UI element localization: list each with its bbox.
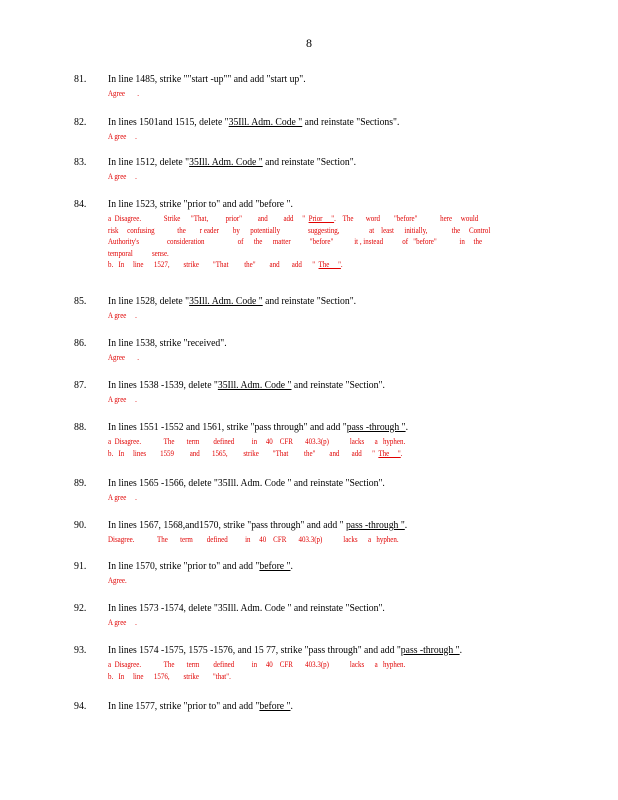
item-instruction: [108, 156, 356, 169]
response-line: [108, 236, 490, 248]
text-run: a Disagree. Strike "That, prior" and add ": [108, 213, 309, 223]
underlined-text: pass -through ": [346, 421, 406, 433]
item-number: 81.: [74, 73, 87, 85]
underlined-text: The ": [378, 447, 401, 458]
text-run: a Disagree. The term defined in 40 CFR 403.3(p) lacks a hyphen.: [108, 659, 406, 669]
text-run: and reinstate "Section".: [291, 379, 385, 391]
item-response: [108, 575, 127, 587]
text-run: In lines 1501and 1515, delete ": [108, 116, 229, 128]
text-run: b. In lines 1559 and 1565, strike "That the" and add ": [108, 447, 379, 458]
item-instruction: [108, 519, 407, 532]
item-response: [108, 131, 137, 143]
page-number: 8: [306, 36, 312, 50]
underlined-text: before ": [259, 700, 291, 712]
item-number: 89.: [74, 477, 87, 489]
text-run: A gree .: [108, 131, 137, 141]
text-run: Agree.: [108, 575, 127, 585]
underlined-text: pass -through ": [345, 519, 405, 531]
item-response: [108, 659, 405, 682]
text-run: .: [400, 447, 403, 458]
underlined-text: Prior ": [308, 213, 335, 223]
text-run: .: [459, 644, 463, 656]
item-number: 83.: [74, 156, 87, 168]
response-line: [108, 213, 490, 225]
response-line: [108, 131, 137, 143]
response-line: [108, 171, 137, 183]
text-run: A gree .: [108, 394, 137, 404]
item-number: 86.: [74, 337, 87, 349]
item-instruction: [108, 379, 385, 392]
text-run: b. In line 1576, strike "that".: [108, 670, 231, 681]
response-line: [108, 448, 405, 460]
response-line: [108, 575, 127, 587]
response-line: [108, 259, 490, 271]
item-number: 85.: [74, 295, 87, 307]
text-run: In lines 1573 -1574, delete "35Ill. Adm. Code " and reinstate "Section".: [108, 602, 385, 614]
item-response: [108, 213, 490, 271]
underlined-text: 35Ill. Adm. Code ": [228, 116, 303, 128]
underlined-text: The ": [318, 259, 341, 270]
item-number: 82.: [74, 116, 87, 128]
response-line: [108, 534, 399, 546]
underlined-text: 35Ill. Adm. Code ": [189, 156, 263, 168]
text-run: . The word "before" here would: [334, 213, 479, 223]
response-line: [108, 659, 405, 671]
text-run: .: [340, 259, 343, 270]
response-line: [108, 436, 405, 448]
response-line: [108, 394, 137, 406]
item-instruction: [108, 295, 356, 308]
item-response: [108, 310, 137, 322]
item-instruction: [108, 560, 293, 573]
text-run: In line 1485, strike ""start -up"" and add "start up".: [108, 73, 306, 85]
response-line: [108, 671, 405, 683]
text-run: Authority's consideration of the matter "before" it , instead of "before" in the: [108, 236, 483, 247]
text-run: A gree .: [108, 171, 137, 181]
item-response: [108, 436, 405, 459]
item-instruction: [108, 602, 385, 615]
text-run: A gree .: [108, 310, 137, 320]
text-run: .: [290, 560, 293, 572]
text-run: and reinstate "Section".: [262, 295, 357, 307]
item-number: 88.: [74, 421, 87, 433]
text-run: In line 1570, strike "prior to" and add ": [108, 560, 260, 572]
text-run: In line 1538, strike "received".: [108, 337, 227, 349]
text-run: Disagree. The term defined in 40 CFR 403.3(p) lacks a hyphen.: [108, 534, 399, 544]
item-response: [108, 492, 137, 504]
response-line: [108, 492, 137, 504]
text-run: and reinstate "Sections".: [302, 116, 400, 128]
text-run: In lines 1538 -1539, delete ": [108, 379, 218, 391]
underlined-text: 35Ill. Adm. Code ": [217, 379, 292, 391]
underlined-text: 35Ill. Adm. Code ": [189, 295, 263, 307]
item-instruction: [108, 421, 408, 434]
item-number: 84.: [74, 198, 87, 210]
item-response: [108, 352, 139, 364]
item-number: 92.: [74, 602, 87, 614]
item-instruction: [108, 700, 293, 713]
response-line: [108, 88, 139, 100]
text-run: b. In line 1527, strike "That the" and add ": [108, 259, 319, 270]
underlined-text: pass -through ": [400, 644, 460, 656]
response-line: [108, 352, 139, 364]
item-response: [108, 88, 139, 100]
text-run: A gree .: [108, 492, 137, 502]
text-run: In lines 1574 -1575, 1575 -1576, and 15 77, strike "pass through" and add ": [108, 644, 401, 656]
text-run: risk confusing the r eader by potentially suggesting, at least initially, the Control: [108, 224, 491, 235]
item-number: 93.: [74, 644, 87, 656]
item-response: [108, 394, 137, 406]
item-response: [108, 171, 137, 183]
text-run: a Disagree. The term defined in 40 CFR 403.3(p) lacks a hyphen.: [108, 436, 406, 446]
item-instruction: [108, 116, 399, 129]
item-number: 94.: [74, 700, 87, 712]
item-number: 91.: [74, 560, 87, 572]
item-response: [108, 534, 399, 546]
text-run: In lines 1565 -1566, delete "35Ill. Adm. Code " and reinstate "Section".: [108, 477, 385, 489]
text-run: A gree .: [108, 617, 137, 627]
item-response: [108, 617, 137, 629]
response-line: [108, 617, 137, 629]
item-number: 87.: [74, 379, 87, 391]
text-run: .: [404, 519, 408, 531]
text-run: In lines 1567, 1568,and1570, strike "pass through" and add ": [108, 519, 346, 531]
text-run: temporal sense.: [108, 247, 169, 258]
text-run: In line 1577, strike "prior to" and add ": [108, 700, 260, 712]
text-run: .: [405, 421, 408, 433]
response-line: [108, 310, 137, 322]
text-run: .: [290, 700, 293, 712]
item-instruction: [108, 337, 227, 350]
text-run: Agree .: [108, 352, 139, 362]
item-instruction: [108, 73, 306, 86]
text-run: In line 1512, delete ": [108, 156, 190, 168]
text-run: and reinstate "Section".: [262, 156, 357, 168]
item-instruction: [108, 644, 462, 657]
response-line: [108, 248, 490, 260]
text-run: In line 1523, strike "prior to" and add "before ".: [108, 198, 293, 210]
text-run: Agree .: [108, 88, 139, 98]
item-number: 90.: [74, 519, 87, 531]
text-run: In lines 1551 -1552 and 1561, strike "pass through" and add ": [108, 421, 347, 433]
item-instruction: [108, 477, 385, 490]
response-line: [108, 225, 490, 237]
item-instruction: [108, 198, 293, 211]
underlined-text: before ": [259, 560, 291, 572]
text-run: In line 1528, delete ": [108, 295, 190, 307]
